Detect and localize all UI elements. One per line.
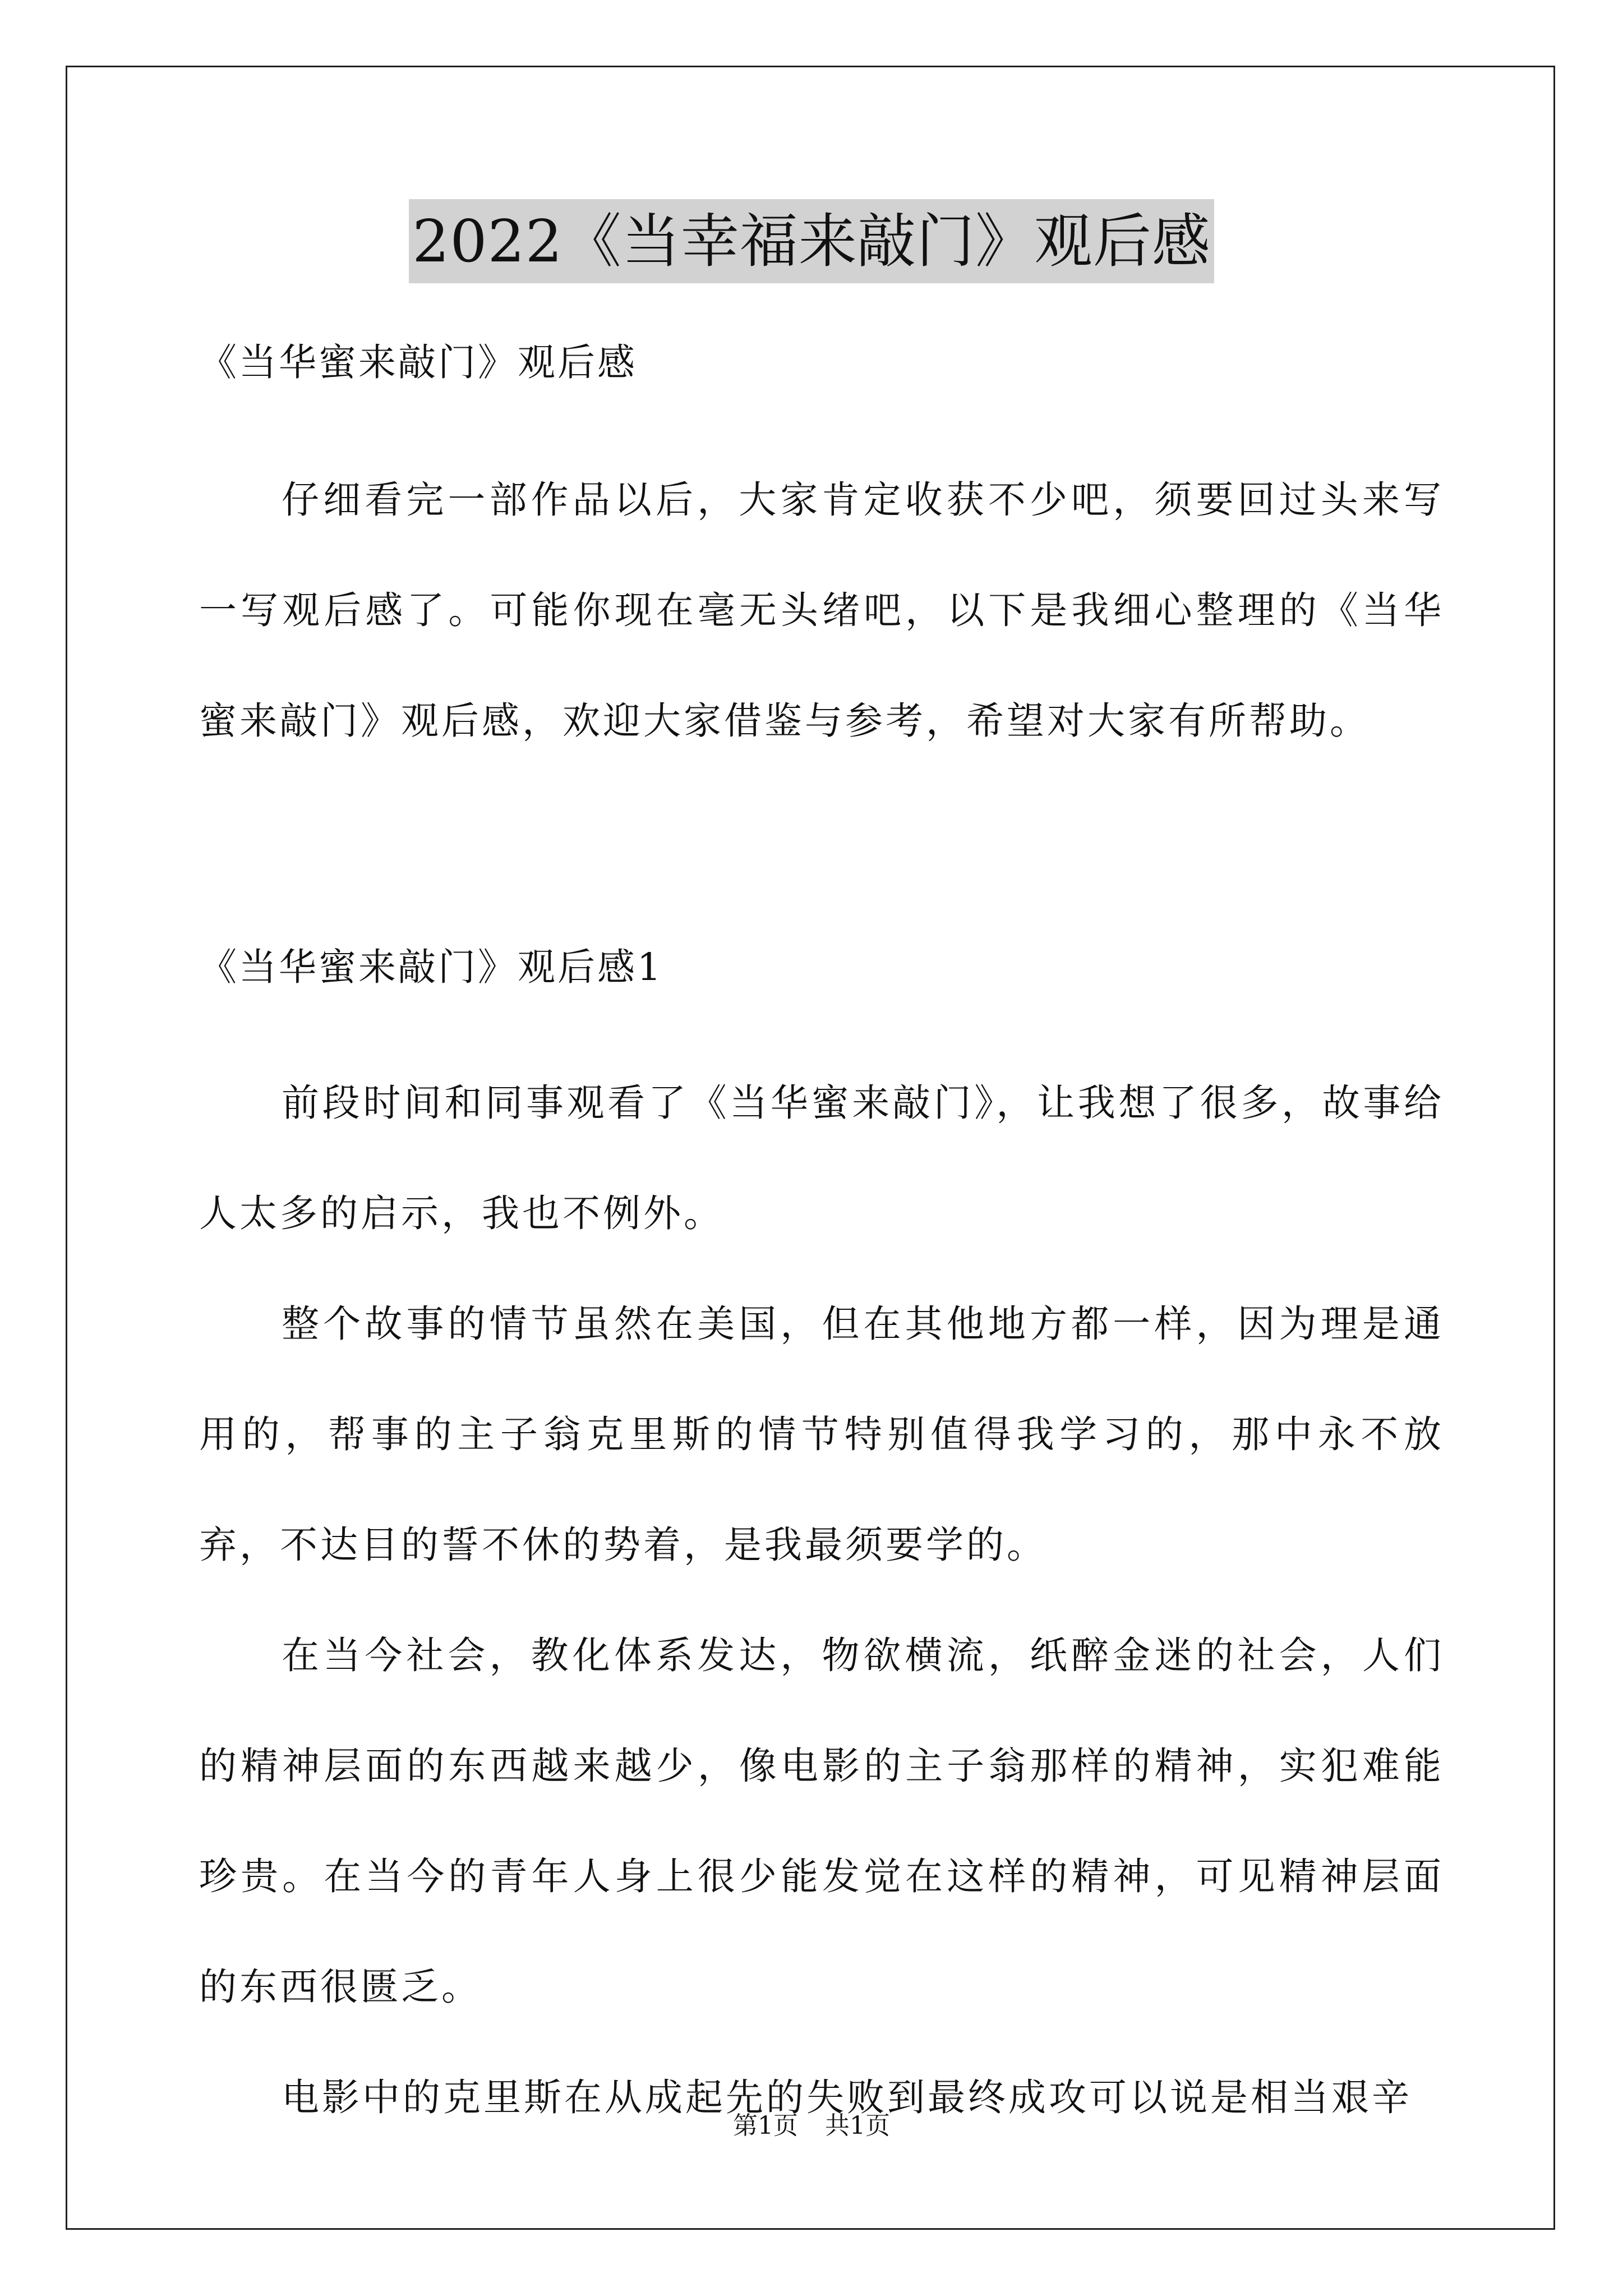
body-paragraph-1: 前段时间和同事观看了《当华蜜来敲门》，让我想了很多，故事给人太多的启示，我也不例外。 bbox=[199, 1081, 1444, 1235]
section-heading: 《当华蜜来敲门》观后感1 bbox=[199, 945, 663, 989]
page-number-total: 共1页 bbox=[825, 2111, 890, 2140]
body-paragraph-3: 在当今社会，教化体系发达，物欲横流，纸醉金迷的社会，人们的精神层面的东西越来越少，像电影的主子翁那样的精神，实犯难能珍贵。在当今的青年人身上很少能发觉在这样的精神，可见精神层面的东西很匮乏。 bbox=[199, 1634, 1444, 2009]
body-paragraph-4: 电影中的克里斯在从成起先的失败到最终成攻可以说是相当艰辛 bbox=[282, 2076, 1412, 2119]
document-title: 2022《当幸福来敲门》观后感 bbox=[409, 199, 1214, 283]
title-area bbox=[0, 199, 1623, 283]
body-paragraph-2: 整个故事的情节虽然在美国，但在其他地方都一样，因为理是通用的，帮事的主子翁克里斯的情节特别值得我学习的，那中永不放弃，不达目的誓不休的势着，是我最须要学的。 bbox=[199, 1302, 1444, 1567]
page-footer bbox=[0, 2109, 1623, 2143]
intro-heading: 《当华蜜来敲门》观后感 bbox=[199, 341, 637, 384]
page-number-current: 第1页 bbox=[733, 2111, 798, 2140]
document-body bbox=[199, 307, 1444, 2153]
intro-paragraph: 仔细看完一部作品以后，大家肯定收获不少吧，须要回过头来写一写观后感了。可能你现在毫无头绪吧，以下是我细心整理的《当华蜜来敲门》观后感，欢迎大家借鉴与参考，希望对大家有所帮助。 bbox=[199, 478, 1444, 743]
